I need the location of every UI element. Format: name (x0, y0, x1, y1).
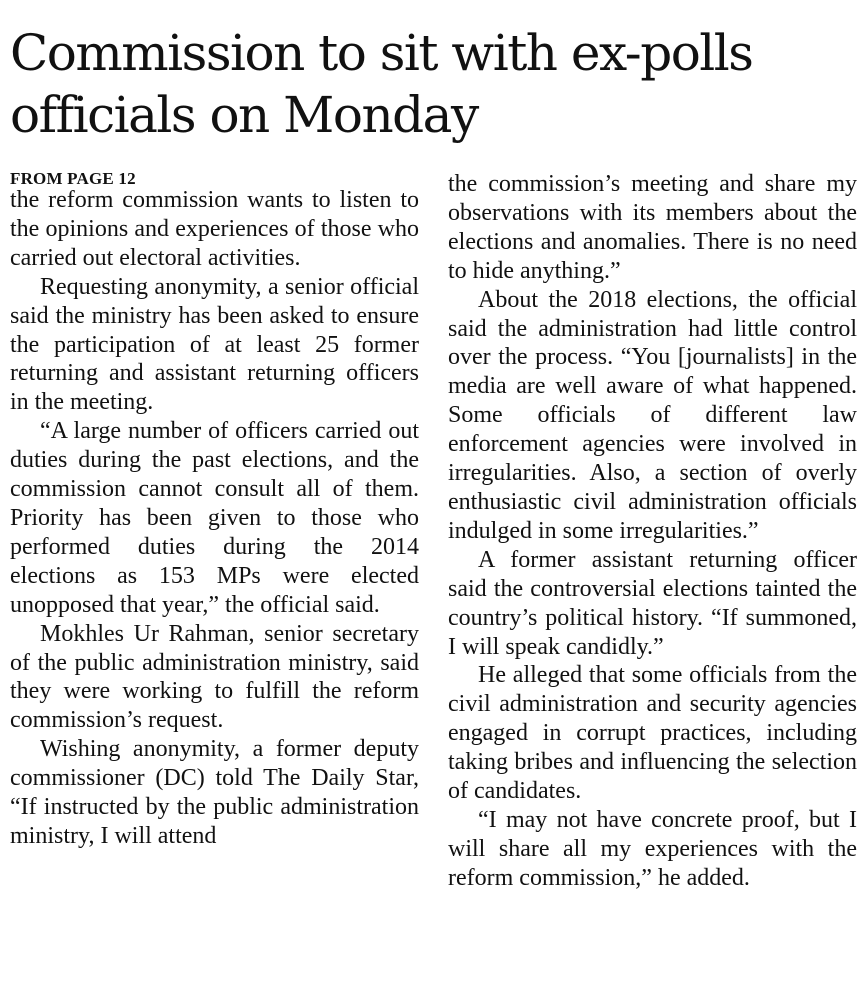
paragraph: the commission’s meeting and share my observations with its members about the elections and anomalies. There is no need to hide anything.” (448, 171, 857, 284)
paragraph: Requesting anonymity, a senior official said the ministry has been asked to ensure the participation of at least 25 former returning and assistant returning officers in the meeting. (10, 273, 419, 416)
paragraph: He alleged that some officials from the civil administration and security agencies engaged in corrupt practices, including taking bribes and influencing the selection of candidates. (448, 662, 857, 805)
headline: Commission to sit with ex-polls officials on Monday (10, 24, 753, 144)
article-column-left (10, 168, 419, 851)
paragraph: Mokhles Ur Rahman, senior secretary of the public administration ministry, said they were working to fulfill the reform commission’s request. (10, 620, 419, 734)
paragraph: “I may not have concrete proof, but I will share all my experiences with the reform commission,” he added. (448, 806, 857, 891)
continuation-kicker: FROM PAGE 12 (10, 169, 136, 188)
paragraph: Wishing anonymity, a former deputy commissioner (DC) told The Daily Star, “If instructed by the public administration ministry, I will attend (10, 736, 419, 849)
paragraph: “A large number of officers carried out duties during the past elections, and the commission cannot consult all of them. Priority has been given to those who performed duties during the 2014 elections as 153 MPs were elected unopposed that year,” the official said. (10, 418, 419, 618)
paragraph: the reform commission wants to listen to the opinions and experiences of those who carried out electoral activities. (10, 187, 419, 271)
paragraph: A former assistant returning officer said the controversial elections tainted the country’s political history. “If summoned, I will speak candidly.” (448, 546, 857, 660)
paragraph: About the 2018 elections, the official said the administration had little control over the process. “You [journalists] in the media are well aware of what happened. Some officials of different law enforcement agencies were involved in irregularities. Also, a section of overly enthusiastic civil administration officials indulged in some irregularities.” (448, 286, 857, 544)
article-column-right (448, 170, 857, 893)
